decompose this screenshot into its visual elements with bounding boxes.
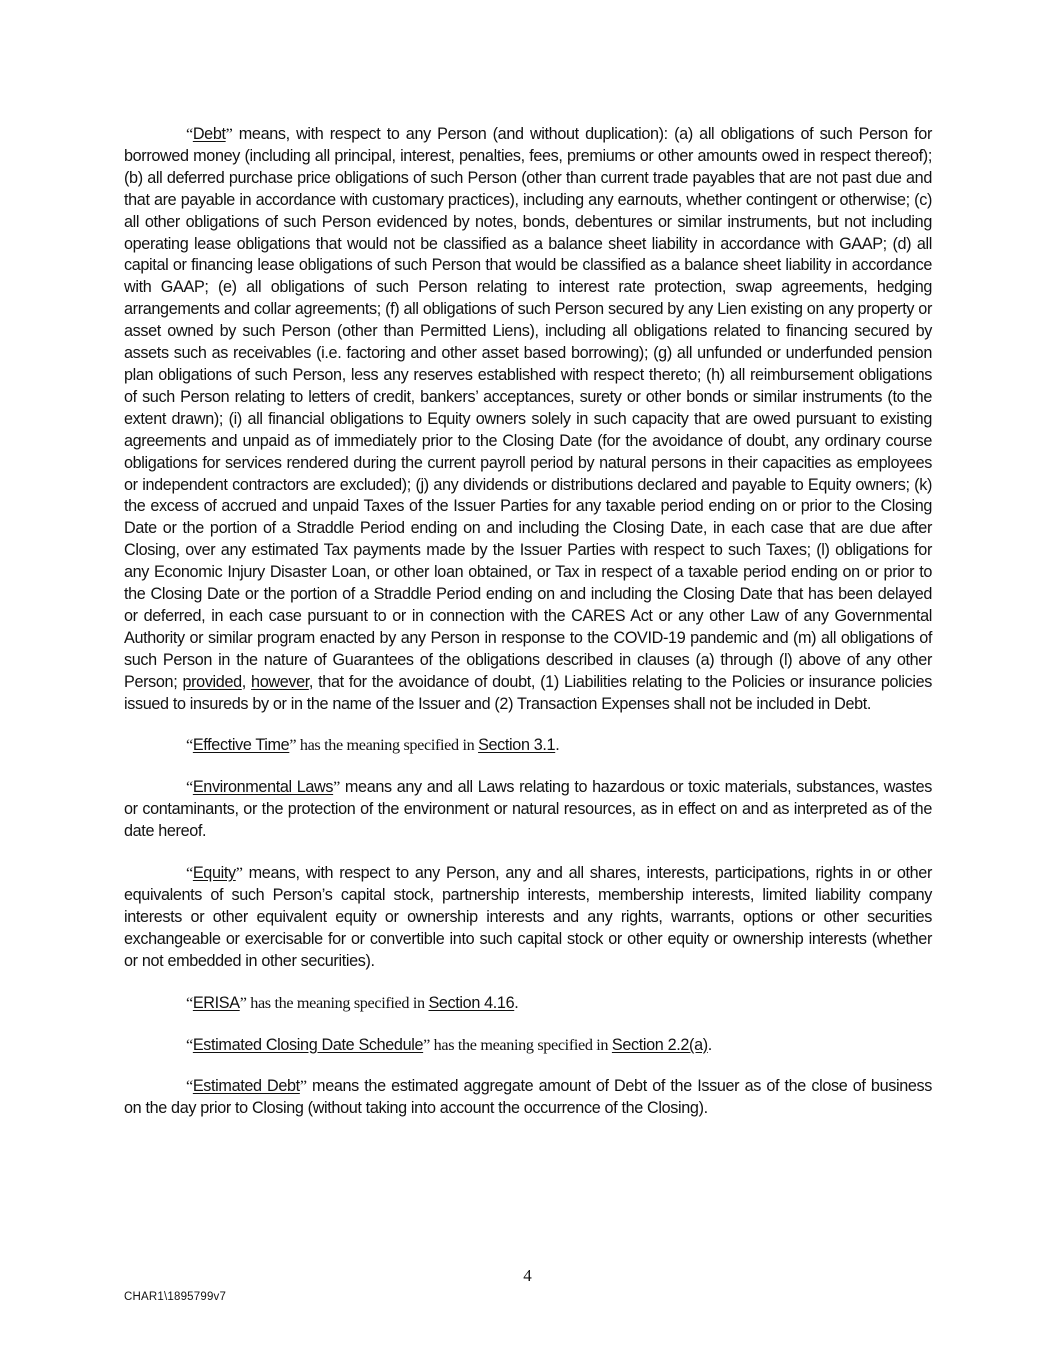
- separator-text: ,: [241, 672, 252, 691]
- defined-term: ERISA: [192, 993, 240, 1012]
- close-quote: ”: [423, 1035, 430, 1054]
- open-quote: “: [186, 864, 193, 883]
- however-term: however: [251, 672, 309, 691]
- section-reference: Section 3.1: [478, 736, 556, 755]
- definition-tail: .: [514, 993, 519, 1012]
- definition-tail: , that for the avoidance of doubt, (1) Liabilities relating to the Policies or insurance policies issued to insureds by or in the name of the Issuer and (2) Transaction Expenses shall not be included in Debt.: [124, 672, 933, 713]
- definition-text: means, with respect to any Person (and without duplication): (a) all obligations of such Person for borrowed money (including all principal, interest, penalties, fees, premiums or other amounts owed in respect thereof); (b) all deferred purchase price obligations of such Person (other than current trade payables that are not past due and that are payable in accordance with customary practices), including any earnouts, whether contingent or otherwise; (c) all other obligations of such Person evidenced by notes, bonds, debentures or similar instruments, but not including operating lease obligations that would not be classified as a balance sheet liability in accordance with GAAP; (d) all capital or financing lease obligations of such Person that would be classified as a balance sheet liability in accordance with GAAP; (e) all obligations of such Person relating to interest rate protection, swap agreements, hedging arrangements and collar agreements; (f) all obligations of such Person secured by any Lien existing on any property or asset owned by such Person (other than Permitted Liens), including all obligations related to financing secured by assets such as receivables (i.e. factoring and other asset based borrowing); (g) all unfunded or underfunded pension plan obligations of such Person, less any reserves established with respect thereto; (h) all reimbursement obligations of such Person relating to letters of credit, bankers’ acceptances, surety or other bonds or similar instruments (to the extent drawn); (i) all financial obligations to Equity owners solely in such capacity that are owed pursuant to existing agreements and unpaid as of immediately prior to the Closing Date (for the avoidance of doubt, any ordinary course obligations for services rendered during the current payroll period by natural persons in their capacities as employees or independent contractors are excluded); (j) any dividends or distributions declared and payable to Equity owners; (k) the excess of accrued and unpaid Taxes of the Issuer Parties for any taxable period ending on or prior to the Closing Date or the portion of a Straddle Period ending on and including the Closing Date, in each case that are due after Closing, over any estimated Tax payments made by the Issuer Parties with respect to such Taxes; (l) obligations for any Economic Injury Disaster Loan, or other loan obtained, or Tax in respect of a taxable period ending on or prior to the Closing Date or the portion of a Straddle Period ending on and including the Closing Date that has been delayed or deferred, in each case pursuant to or in connection with the CARES Act or any other Law of any Governmental Authority or similar program enacted by any Person in response to the COVID-19 pandemic and (m) all obligations of such Person in the nature of Guarantees of the obligations described in clauses (a) through (l) above of any other Person;: [124, 125, 932, 691]
- definition-text: has the meaning specified in: [296, 736, 479, 755]
- defined-term: Debt: [192, 125, 226, 143]
- definition-text: has the meaning specified in: [246, 993, 429, 1012]
- defined-term: Estimated Closing Date Schedule: [192, 1035, 424, 1054]
- definition-debt: [124, 124, 932, 715]
- definition-estimated-closing-date-schedule: [124, 1035, 932, 1057]
- defined-term: Effective Time: [192, 736, 290, 755]
- open-quote: “: [186, 778, 193, 797]
- open-quote: “: [186, 1035, 193, 1054]
- definition-text: means, with respect to any Person, any and all shares, interests, participations, rights in or other equivalents of such Person’s capital stock, partnership interests, membership interests, limited liability company interests or other equivalent equity or ownership interests and any rights, warrants, options or other securities exchangeable or exercisable for or convertible into such capital stock or other equity or ownership interests (whether or not embedded in other securities).: [124, 864, 932, 970]
- open-quote: “: [186, 736, 193, 755]
- close-quote: ”: [289, 736, 297, 755]
- definition-estimated-debt: [124, 1076, 932, 1120]
- document-id: CHAR1\1895799v7: [124, 1291, 227, 1303]
- section-reference: Section 4.16: [428, 993, 515, 1012]
- page-number: 4: [523, 1266, 532, 1285]
- definition-effective-time: [124, 735, 932, 757]
- defined-term: Equity: [192, 864, 236, 883]
- close-quote: ”: [235, 864, 243, 883]
- definition-text: means any and all Laws relating to hazardous or toxic materials, substances, wastes or contaminants, or the protection of the environment or natural resources, as in effect on and as interpreted as of the date hereof.: [124, 778, 932, 841]
- definition-tail: .: [707, 1035, 712, 1054]
- definition-text: means the estimated aggregate amount of Debt of the Issuer as of the close of business on the day prior to Closing (without taking into account the occurrence of the Closing).: [124, 1077, 933, 1118]
- defined-term: Estimated Debt: [192, 1077, 300, 1096]
- definition-text: has the meaning specified in: [429, 1035, 612, 1054]
- close-quote: ”: [225, 125, 233, 143]
- provided-term: provided: [182, 672, 242, 691]
- close-quote: ”: [333, 778, 340, 797]
- definition-tail: .: [555, 736, 560, 755]
- close-quote: ”: [299, 1077, 307, 1096]
- document-body: [124, 124, 932, 1140]
- definition-equity: [124, 863, 932, 973]
- open-quote: “: [186, 993, 193, 1012]
- open-quote: “: [186, 125, 193, 143]
- definition-erisa: [124, 993, 932, 1015]
- defined-term: Environmental Laws: [192, 778, 334, 797]
- close-quote: ”: [239, 993, 247, 1012]
- definition-environmental-laws: [124, 777, 932, 843]
- section-reference: Section 2.2(a): [611, 1035, 708, 1054]
- open-quote: “: [186, 1077, 193, 1096]
